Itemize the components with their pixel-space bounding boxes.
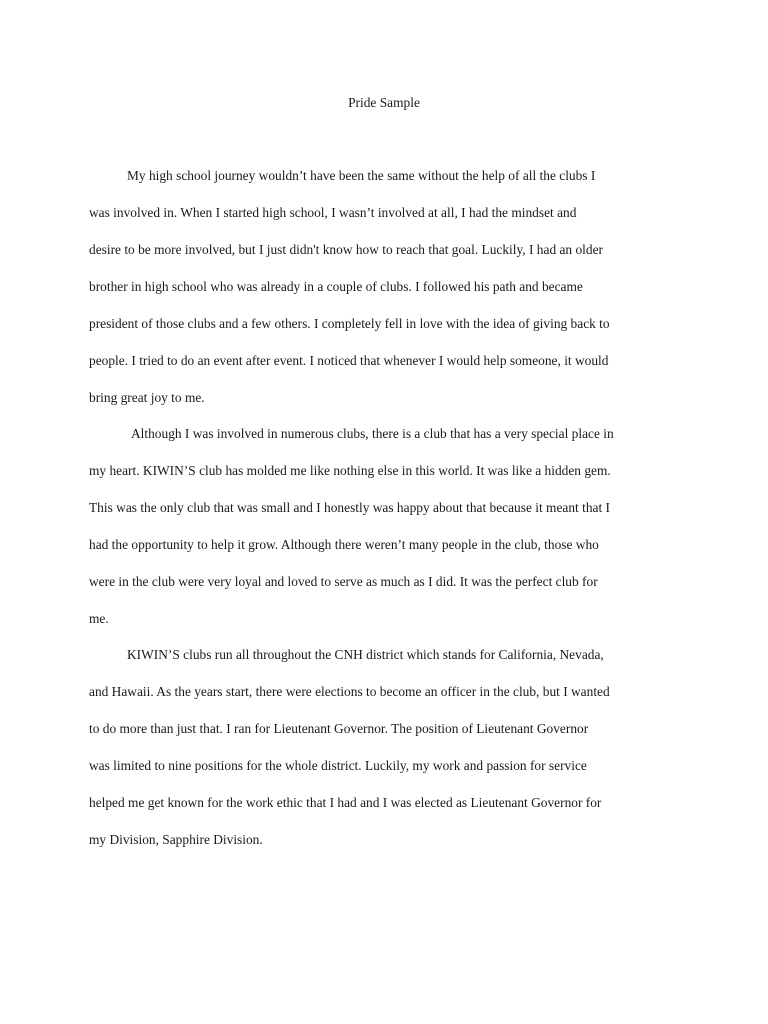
- paragraph-1-line-3: desire to be more involved, but I just didn't know how to reach that goal. Luckily, I had an older: [89, 242, 603, 257]
- paragraph-2-line-2: my heart. KIWIN’S club has molded me like nothing else in this world. It was like a hidden gem.: [89, 463, 611, 478]
- paragraph-3-line-1: KIWIN’S clubs run all throughout the CNH district which stands for California, Nevada,: [127, 647, 604, 662]
- paragraph-3-line-2: and Hawaii. As the years start, there were elections to become an officer in the club, but I wanted: [89, 684, 610, 699]
- paragraph-2-line-1: Although I was involved in numerous clubs, there is a club that has a very special place in: [131, 426, 614, 441]
- paragraph-1-line-6: people. I tried to do an event after event. I noticed that whenever I would help someone, it would: [89, 353, 609, 368]
- paragraph-1-line-7: bring great joy to me.: [89, 390, 205, 405]
- paragraph-1-line-5: president of those clubs and a few others. I completely fell in love with the idea of giving back to: [89, 316, 610, 331]
- paragraph-3-line-5: helped me get known for the work ethic that I had and I was elected as Lieutenant Governor for: [89, 795, 602, 810]
- paragraph-1-line-1: My high school journey wouldn’t have been the same without the help of all the clubs I: [127, 168, 596, 183]
- paragraph-2-line-3: This was the only club that was small and I honestly was happy about that because it meant that I: [89, 500, 610, 515]
- paragraph-2-line-6: me.: [89, 611, 109, 626]
- document-title: Pride Sample: [348, 95, 420, 110]
- paragraph-3-line-6: my Division, Sapphire Division.: [89, 832, 263, 847]
- paragraph-3-line-4: was limited to nine positions for the whole district. Luckily, my work and passion for service: [89, 758, 587, 773]
- paragraph-2-line-4: had the opportunity to help it grow. Although there weren’t many people in the club, those who: [89, 537, 599, 552]
- paragraph-3-line-3: to do more than just that. I ran for Lieutenant Governor. The position of Lieutenant Governor: [89, 721, 589, 736]
- paragraph-2-line-5: were in the club were very loyal and loved to serve as much as I did. It was the perfect club for: [89, 574, 598, 589]
- paragraph-1-line-4: brother in high school who was already in a couple of clubs. I followed his path and became: [89, 279, 583, 294]
- paragraph-1-line-2: was involved in. When I started high school, I wasn’t involved at all, I had the mindset and: [89, 205, 577, 220]
